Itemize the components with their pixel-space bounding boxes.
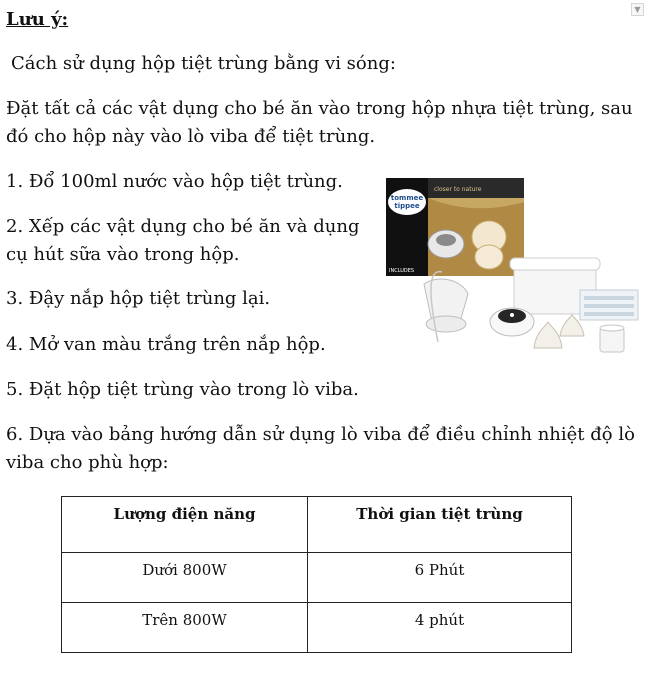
table-header-row <box>62 497 572 553</box>
table-row <box>62 553 572 603</box>
line-name-label: closer to nature <box>434 186 482 193</box>
breast-pump-product-image <box>384 172 646 358</box>
header-sterilization-time: Thời gian tiệt trùng <box>308 497 572 553</box>
step-3: 3. Đậy nắp hộp tiệt trùng lại. <box>6 288 271 309</box>
table-row <box>62 603 572 653</box>
brand-top-label: tommee <box>390 194 424 202</box>
includes-label: INCLUDES <box>389 268 415 274</box>
cell-time: 6 Phút <box>308 553 572 603</box>
step-2: 2. Xếp các vật dụng cho bé ăn và dụng cụ hút sữa vào trong hộp. <box>6 216 360 265</box>
scroll-down-arrow-icon[interactable]: ▼ <box>631 3 644 16</box>
cell-power: Trên 800W <box>62 603 308 653</box>
brand-bottom-label: tippee <box>394 202 420 210</box>
cell-power: Dưới 800W <box>62 553 308 603</box>
header-power: Lượng điện năng <box>62 497 308 553</box>
cell-time: 4 phút <box>308 603 572 653</box>
sterilization-time-table <box>61 496 572 653</box>
step-4: 4. Mở van màu trắng trên nắp hộp. <box>6 334 326 355</box>
step-5: 5. Đặt hộp tiệt trùng vào trong lò viba. <box>6 379 359 400</box>
description-text: Đặt tất cả các vật dụng cho bé ăn vào trong hộp nhựa tiệt trùng, sau đó cho hộp này vào lò viba để tiệt trùng. <box>6 98 633 147</box>
step-1: 1. Đổ 100ml nước vào hộp tiệt trùng. <box>6 171 343 192</box>
step-6: 6. Dựa vào bảng hướng dẫn sử dụng lò viba để điều chỉnh nhiệt độ lò viba cho phù hợp: <box>6 424 635 473</box>
intro-text: Cách sử dụng hộp tiệt trùng bằng vi sóng: <box>11 53 396 74</box>
note-heading: Lưu ý: <box>6 9 69 30</box>
